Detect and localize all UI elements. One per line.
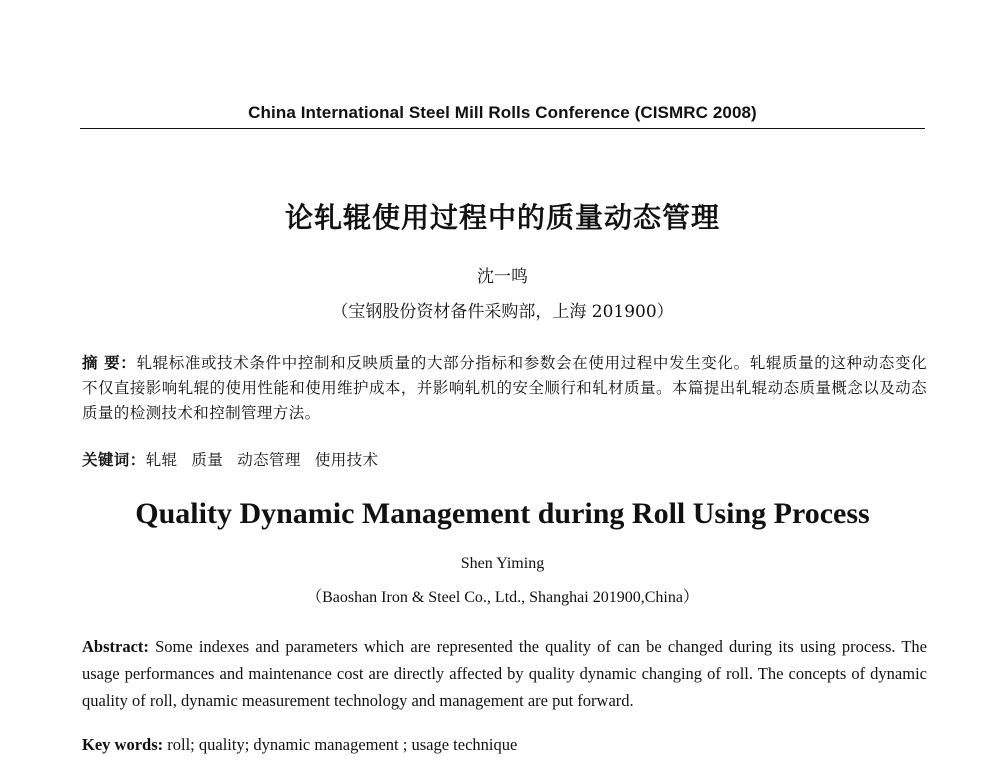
english-keywords xyxy=(82,735,927,755)
chinese-title: 论轧辊使用过程中的质量动态管理 xyxy=(284,201,720,234)
english-affiliation: （Baoshan Iron & Steel Co., Ltd., Shanghai 201900,China） xyxy=(306,589,699,606)
english-abstract-label: Abstract: xyxy=(82,637,149,656)
english-abstract-text: Some indexes and parameters which are represented the quality of can be changed during its using process. The usage performances and maintenance cost are directly affected by quality dynamic changing of roll. The concepts of dynamic quality of roll, dynamic measurement technology and management are put forward. xyxy=(82,637,928,710)
english-abstract xyxy=(82,633,927,714)
chinese-keyword: 使用技术 xyxy=(314,451,379,469)
chinese-keyword: 轧辊 xyxy=(145,451,178,469)
chinese-keyword: 动态管理 xyxy=(237,451,301,469)
chinese-abstract-label: 摘 要： xyxy=(82,353,137,372)
chinese-keyword: 质量 xyxy=(191,451,224,469)
chinese-abstract xyxy=(82,350,927,426)
header-rule xyxy=(80,128,925,129)
chinese-keywords xyxy=(82,448,927,470)
english-keywords-label: Key words: xyxy=(82,735,164,754)
chinese-abstract-text: 轧辊标准或技术条件中控制和反映质量的大部分指标和参数会在使用过程中发生变化。轧辊质量的这种动态变化不仅直接影响轧辊的使用性能和使用维护成本，并影响轧机的安全顺行和轧材质量。本篇提出轧辊动态质量概念以及动态质量的检测技术和控制管理方法。 xyxy=(82,354,927,422)
conference-header: China International Steel Mill Rolls Conference (CISMRC 2008) xyxy=(248,103,757,122)
chinese-author: 沈一鸣 xyxy=(477,267,528,287)
chinese-affiliation: （宝钢股份资材备件采购部，上海 201900） xyxy=(331,302,674,322)
chinese-keywords-label: 关键词： xyxy=(82,450,146,469)
english-keywords-text: roll; quality; dynamic management ; usage technique xyxy=(167,735,518,754)
english-title: Quality Dynamic Management during Roll Using Process xyxy=(135,497,870,530)
english-author: Shen Yiming xyxy=(460,555,545,572)
